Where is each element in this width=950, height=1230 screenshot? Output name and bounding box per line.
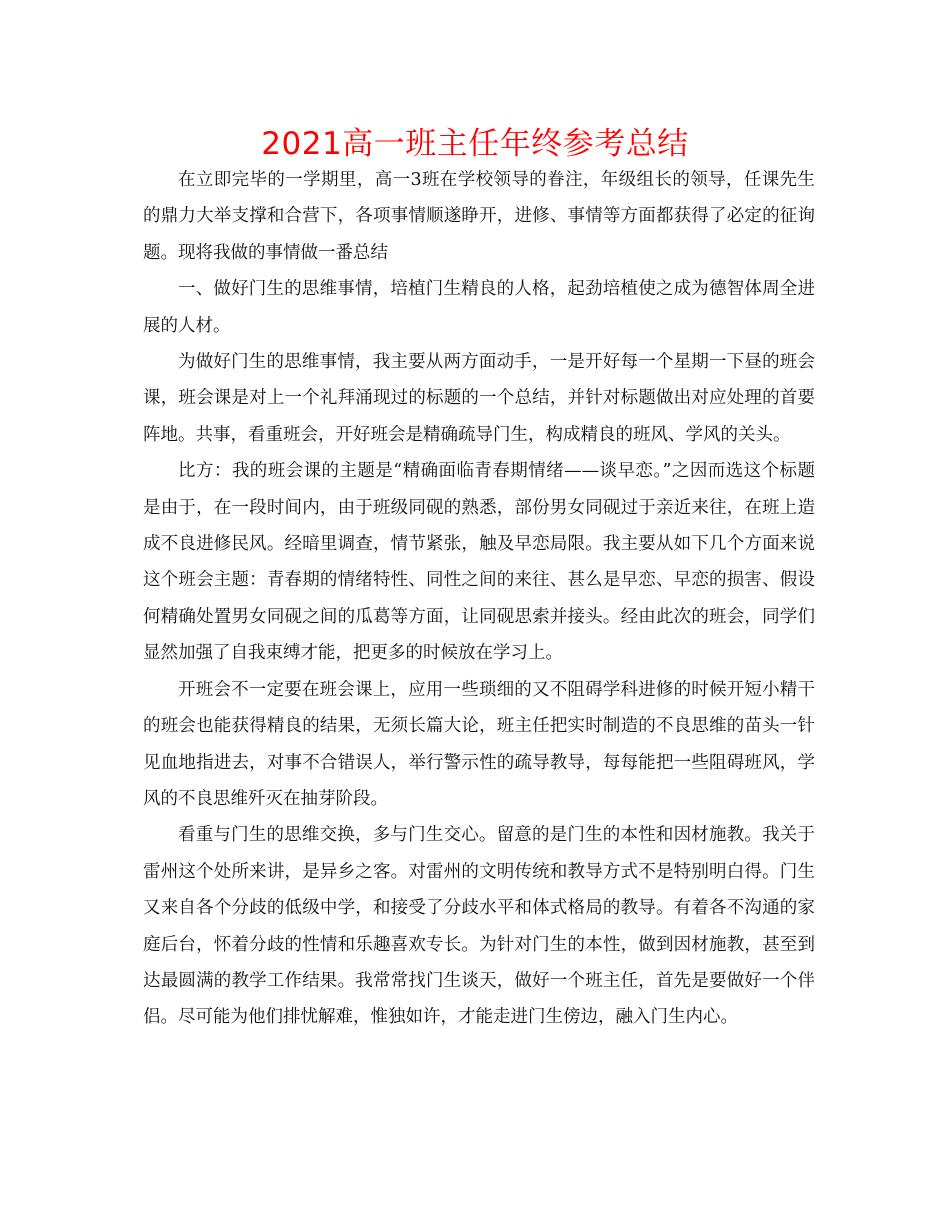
document-title: 2021高一班主任年终参考总结 [261, 126, 689, 162]
paragraph-class-meeting: 为做好门生的思维事情，我主要从两方面动手，一是开好每一个星期一下昼的班会课，班会课是对上一个礼拜涌现过的标题的一个总结，并针对标题做出对应处理的首要阵地。共事，看重班会，开好班会是精确疏导门生，构成精良的班风、学风的关头。 [143, 352, 815, 445]
document-body [143, 162, 815, 1036]
paragraph-section-one-heading: 一、做好门生的思维事情，培植门生精良的人格，起劲培植使之成为德智体周全进展的人材。 [143, 279, 815, 336]
paragraph-example: 比方：我的班会课的主题是“精确面临青春期情绪——谈早恋。”之因而选这个标题是由于，在一段时间内，由于班级同砚的熟悉，部份男女同砚过于亲近来往，在班上造成不良进修民风。经暗里调查，情节紧张，触及早恋局限。我主要从如下几个方面来说这个班会主题：青春期的情绪特性、同性之间的来往、甚么是早恋、早恋的损害、假设何精确处置男女同砚之间的瓜葛等方面，让同砚思索并接头。经由此次的班会，同学们显然加强了自我束缚才能，把更多的时候放在学习上。 [143, 461, 815, 664]
paragraph-short-meetings: 开班会不一定要在班会课上，应用一些琐细的又不阻碍学科进修的时候开短小精干的班会也能获得精良的结果，无须长篇大论，班主任把实时制造的不良思维的苗头一针见血地指进去，对事不合错误人，举行警示性的疏导教导，每每能把一些阻碍班风，学风的不良思维歼灭在抽芽阶段。 [143, 679, 815, 809]
paragraph-intro: 在立即完毕的一学期里，高一3班在学校领导的眷注，年级组长的领导，任课先生的鼎力大举支撑和合营下，各项事情顺遂睁开，进修、事情等方面都获得了必定的征询题。现将我做的事情做一番总结 [143, 170, 815, 263]
paragraph-communication: 看重与门生的思维交换，多与门生交心。留意的是门生的本性和因材施教。我关于雷州这个处所来讲，是异乡之客。对雷州的文明传统和教导方式不是特别明白得。门生又来自各个分歧的低级中学，和接受了分歧水平和体式格局的教导。有着各不沟通的家庭后台，怀着分歧的性情和乐趣喜欢专长。为针对门生的本性，做到因材施教，甚至到达最圆满的教学工作结果。我常常找门生谈天，做好一个班主任，首先是要做好一个伴侣。尽可能为他们排忧解难，惟独如许，才能走进门生傍边，融入门生内心。 [143, 825, 815, 1028]
